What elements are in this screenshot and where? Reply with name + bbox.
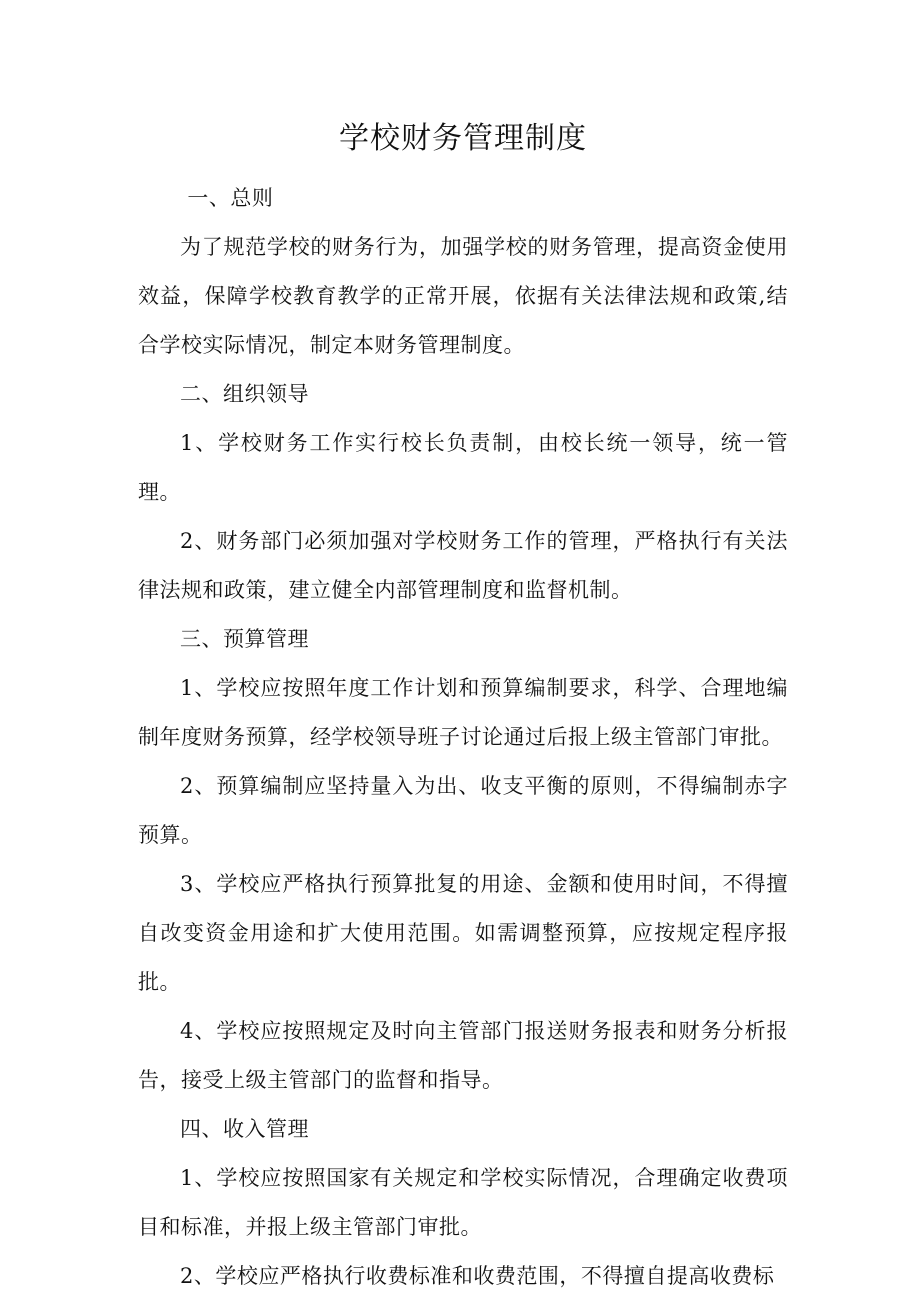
- paragraph-budget-2: 2、预算编制应坚持量入为出、收支平衡的原则，不得编制赤字预算。: [138, 774, 788, 847]
- section-heading-income: 四、收入管理: [180, 1117, 309, 1141]
- document-page: [138, 114, 788, 1301]
- document-body: [138, 174, 788, 1301]
- paragraph-income-1: 1、学校应按照国家有关规定和学校实际情况，合理确定收费项目和标准，并报上级主管部门审批。: [138, 1166, 788, 1239]
- paragraph-organization-2: 2、财务部门必须加强对学校财务工作的管理，严格执行有关法律法规和政策，建立健全内部管理制度和监督机制。: [138, 529, 788, 602]
- section-heading-general: 一、总则: [187, 186, 274, 210]
- paragraph-income-2: 2、学校应严格执行收费标准和收费范围，不得擅自提高收费标: [180, 1264, 775, 1288]
- section-heading-organization: 二、组织领导: [180, 382, 309, 406]
- paragraph-budget-3: 3、学校应严格执行预算批复的用途、金额和使用时间，不得擅自改变资金用途和扩大使用范围。如需调整预算，应按规定程序报批。: [138, 872, 788, 994]
- paragraph-purpose: 为了规范学校的财务行为，加强学校的财务管理，提高资金使用效益，保障学校教育教学的正常开展，依据有关法律法规和政策,结合学校实际情况，制定本财务管理制度。: [138, 235, 788, 357]
- paragraph-budget-1: 1、学校应按照年度工作计划和预算编制要求，科学、合理地编制年度财务预算，经学校领导班子讨论通过后报上级主管部门审批。: [138, 676, 788, 749]
- section-heading-budget: 三、预算管理: [180, 627, 309, 651]
- document-title: 学校财务管理制度: [339, 121, 587, 156]
- paragraph-organization-1: 1、学校财务工作实行校长负责制，由校长统一领导，统一管理。: [138, 431, 788, 504]
- paragraph-budget-4: 4、学校应按照规定及时向主管部门报送财务报表和财务分析报告，接受上级主管部门的监督和指导。: [138, 1019, 788, 1092]
